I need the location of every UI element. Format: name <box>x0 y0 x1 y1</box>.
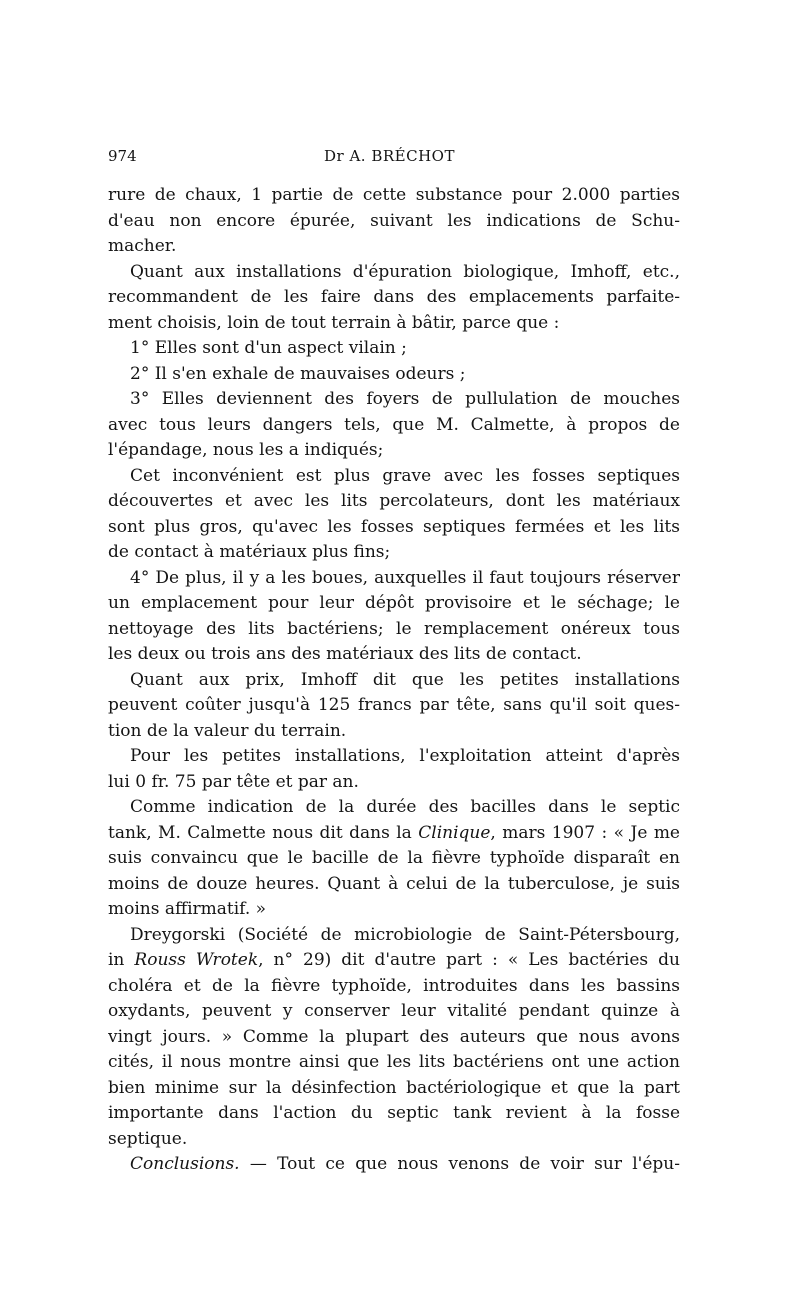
text-line: les deux ou trois ans des matériaux des lits de contact. <box>108 644 582 664</box>
text-segment: — Tout ce que nous venons de voir sur l'épu- <box>239 1154 680 1174</box>
text-segment: , n° 29) dit d'autre part : « Les bactéries du <box>258 950 680 970</box>
text-line: recommandent de les faire dans des emplacements parfaite- <box>108 287 680 307</box>
text-line: septique. <box>108 1128 188 1149</box>
text-line: moins de douze heures. Quant à celui de la tuberculose, je suis <box>108 873 680 894</box>
italic-text: Clinique <box>418 822 491 843</box>
text-line: oxydants, peuvent y conserver leur vitalité pendant quinze à <box>108 1001 680 1021</box>
text-line: moins affirmatif. » <box>108 899 267 919</box>
text-line: Comme indication de la durée des bacilles dans le septic <box>130 797 680 817</box>
text-line: Cet inconvénient est plus grave avec les fosses septiques <box>130 465 680 486</box>
text-segment: in <box>108 950 135 970</box>
text-line: un emplacement pour leur dépôt provisoire et le séchage; le <box>108 593 680 613</box>
text-line: 3° Elles deviennent des foyers de pullulation de mouches <box>130 389 680 409</box>
text-line: de contact à matériaux plus fins; <box>108 542 391 562</box>
text-line: rure de chaux, 1 partie de cette substance pour 2.000 parties <box>108 185 680 205</box>
text-line: tion de la valeur du terrain. <box>108 720 347 741</box>
text-line: ment choisis, loin de tout terrain à bâtir, parce que : <box>108 312 560 333</box>
text-segment: tank, M. Calmette nous dit dans la <box>108 822 419 843</box>
text-line: Pour les petites installations, l'exploitation atteint d'après <box>130 746 680 766</box>
text-line <box>108 1152 680 1178</box>
text-line: 2° Il s'en exhale de mauvaises odeurs ; <box>130 363 466 384</box>
text-segment: , mars 1907 : « Je me <box>490 822 680 843</box>
text-line: Dreygorski (Société de microbiologie de Saint-Pétersbourg, <box>130 924 680 945</box>
text-line: bien minime sur la désinfection bactériologique et que la part <box>108 1077 680 1098</box>
text-line: sont plus gros, qu'avec les fosses septiques fermées et les lits <box>108 516 680 537</box>
text-line: Quant aux prix, Imhoff dit que les petites installations <box>130 669 680 690</box>
italic-text: Conclusions. <box>130 1154 240 1174</box>
running-head <box>108 143 680 173</box>
text-line: suis convaincu que le bacille de la fièvre typhoïde disparaît en <box>108 848 680 868</box>
text-line: nettoyage des lits bactériens; le remplacement onéreux tous <box>108 618 680 639</box>
text-line: cités, il nous montre ainsi que les lits bactériens ont une action <box>108 1052 680 1072</box>
body-text <box>108 183 680 1178</box>
running-head-author: Dr A. BRÉCHOT <box>324 147 455 165</box>
italic-text: Rouss Wrotek <box>134 950 259 970</box>
text-line: macher. <box>108 236 177 256</box>
text-line: Quant aux installations d'épuration biologique, Imhoff, etc., <box>130 261 680 282</box>
text-line <box>108 948 680 974</box>
text-line: peuvent coûter jusqu'à 125 francs par tête, sans qu'il soit ques- <box>108 695 680 715</box>
text-line <box>108 821 680 847</box>
text-line: 1° Elles sont d'un aspect vilain ; <box>130 338 407 358</box>
text-line: avec tous leurs dangers tels, que M. Calmette, à propos de <box>108 414 680 435</box>
text-line: lui 0 fr. 75 par tête et par an. <box>108 771 359 792</box>
text-line: choléra et de la fièvre typhoïde, introduites dans les bassins <box>108 975 680 996</box>
text-line: découvertes et avec les lits percolateurs, dont les matériaux <box>108 491 680 511</box>
page-number: 974 <box>108 147 137 165</box>
book-page <box>108 143 680 1178</box>
text-line: vingt jours. » Comme la plupart des auteurs que nous avons <box>108 1026 680 1047</box>
text-line: 4° De plus, il y a les boues, auxquelles il faut toujours réserver <box>130 567 680 588</box>
text-line: l'épandage, nous les a indiqués; <box>108 440 384 460</box>
text-line: importante dans l'action du septic tank revient à la fosse <box>108 1103 680 1123</box>
text-line: d'eau non encore épurée, suivant les indications de Schu- <box>108 210 680 231</box>
